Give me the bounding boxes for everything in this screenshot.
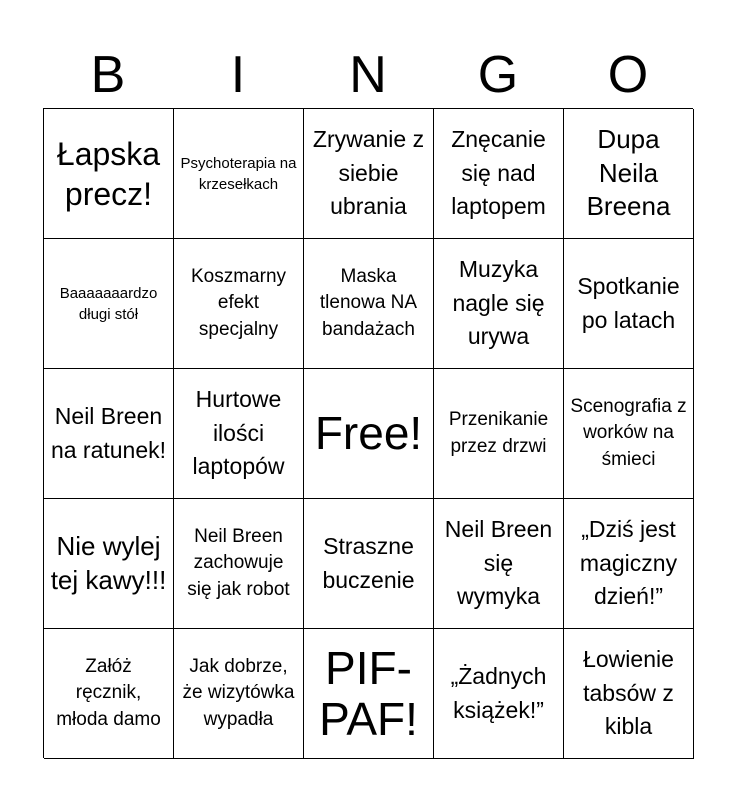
header-letter-i: I: [230, 46, 246, 104]
bingo-cell-r1c5: Dupa Neila Breena: [564, 109, 694, 239]
bingo-cell-r4c5: „Dziś jest magiczny dzień!”: [564, 499, 694, 629]
header-letter-n: N: [349, 46, 387, 104]
bingo-cell-r5c5: Łowienie tabsów z kibla: [564, 629, 694, 759]
bingo-cell-r1c1: Łapska precz!: [44, 109, 174, 239]
header-letter-g: G: [477, 46, 519, 104]
bingo-cell-free: Free!: [304, 369, 434, 499]
bingo-cell-r1c2: Psychoterapia na krzesełkach: [174, 109, 304, 239]
bingo-cell-r3c2: Hurtowe ilości laptopów: [174, 369, 304, 499]
bingo-cell-r2c1: Baaaaaaardzo długi stół: [44, 239, 174, 369]
header-letter-o: O: [607, 46, 649, 104]
bingo-cell-r2c2: Koszmarny efekt specjalny: [174, 239, 304, 369]
header-letter-b: B: [90, 46, 126, 104]
bingo-cell-r2c3: Maska tlenowa NA bandażach: [304, 239, 434, 369]
bingo-cell-r4c1: Nie wylej tej kawy!!!: [44, 499, 174, 629]
bingo-cell-r3c4: Przenikanie przez drzwi: [434, 369, 564, 499]
bingo-cell-r4c3: Straszne buczenie: [304, 499, 434, 629]
bingo-cell-r2c4: Muzyka nagle się urywa: [434, 239, 564, 369]
bingo-cell-r2c5: Spotkanie po latach: [564, 239, 694, 369]
bingo-cell-r5c2: Jak dobrze, że wizytówka wypadła: [174, 629, 304, 759]
bingo-cell-r5c3: PIF-PAF!: [304, 629, 434, 759]
bingo-cell-r5c1: Załóż ręcznik, młoda damo: [44, 629, 174, 759]
bingo-header: [43, 40, 693, 110]
bingo-cell-r4c2: Neil Breen zachowuje się jak robot: [174, 499, 304, 629]
bingo-grid: [43, 108, 693, 758]
bingo-cell-r3c5: Scenografia z worków na śmieci: [564, 369, 694, 499]
bingo-cell-r4c4: Neil Breen się wymyka: [434, 499, 564, 629]
bingo-cell-r1c4: Znęcanie się nad laptopem: [434, 109, 564, 239]
bingo-cell-r1c3: Zrywanie z siebie ubrania: [304, 109, 434, 239]
bingo-cell-r5c4: „Żadnych książek!”: [434, 629, 564, 759]
bingo-cell-r3c1: Neil Breen na ratunek!: [44, 369, 174, 499]
